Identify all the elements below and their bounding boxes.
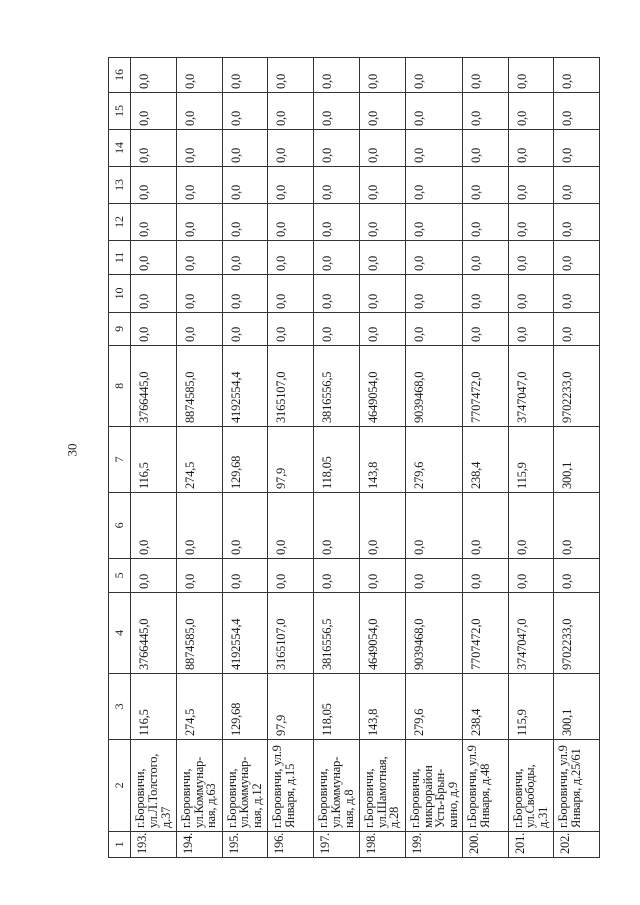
table-cell: 196. — [268, 832, 314, 858]
table-cell: 0,0 — [462, 130, 508, 167]
table-row — [131, 58, 177, 858]
table-cell: 0,0 — [359, 275, 405, 313]
table-cell: 0,0 — [405, 493, 462, 559]
table-cell: 0,0 — [508, 241, 554, 275]
table-cell: 0,0 — [405, 313, 462, 346]
table-cell: 279,6 — [405, 427, 462, 493]
table-cell: 3816556,5 — [314, 346, 360, 427]
table-cell: 0,0 — [222, 313, 268, 346]
table-cell: 143,8 — [359, 674, 405, 740]
table-cell: 0,0 — [508, 313, 554, 346]
header-cell-3: 3 — [109, 674, 131, 740]
table-cell: 115,9 — [508, 674, 554, 740]
table-cell: 7707472,0 — [462, 346, 508, 427]
table-cell: 0,0 — [314, 130, 360, 167]
table-cell: 0,0 — [176, 93, 222, 130]
header-cell-1: 1 — [109, 832, 131, 858]
table-cell: 0,0 — [508, 275, 554, 313]
table-cell: 0,0 — [314, 559, 360, 593]
table-row — [268, 58, 314, 858]
table-cell: 0,0 — [462, 93, 508, 130]
header-cell-10: 10 — [109, 275, 131, 313]
table-cell: 0,0 — [222, 167, 268, 204]
table-cell: 0,0 — [314, 204, 360, 241]
table-cell: 3165107,0 — [268, 593, 314, 674]
table-cell: 129,68 — [222, 427, 268, 493]
table-cell: 0,0 — [554, 204, 600, 241]
table-cell: 0,0 — [222, 93, 268, 130]
table-cell: 0,0 — [176, 559, 222, 593]
table-cell: 274,5 — [176, 674, 222, 740]
table-cell: 0,0 — [405, 204, 462, 241]
table-cell: 0,0 — [359, 241, 405, 275]
table-cell: 0,0 — [268, 93, 314, 130]
table-cell: 3747047,0 — [508, 593, 554, 674]
header-cell-2: 2 — [109, 740, 131, 832]
table-cell: 115,9 — [508, 427, 554, 493]
table-cell: 0,0 — [268, 241, 314, 275]
table-cell: 97,9 — [268, 674, 314, 740]
table-cell: г.Боровичи, микрорайон Усть-Брын-кино, д.9 — [405, 740, 462, 832]
table-cell: 7707472,0 — [462, 593, 508, 674]
table-cell: 0,0 — [131, 241, 177, 275]
header-cell-12: 12 — [109, 204, 131, 241]
table-cell: 9702233,0 — [554, 346, 600, 427]
table-cell: 0,0 — [268, 493, 314, 559]
table-cell: 0,0 — [405, 167, 462, 204]
table-cell: 4649054,0 — [359, 346, 405, 427]
table-cell: 0,0 — [554, 167, 600, 204]
table-cell: 0,0 — [359, 204, 405, 241]
table-row — [405, 58, 462, 858]
table-cell: 0,0 — [268, 559, 314, 593]
header-cell-15: 15 — [109, 93, 131, 130]
table-cell: 0,0 — [554, 130, 600, 167]
table-cell: 0,0 — [405, 58, 462, 93]
table-cell: 0,0 — [222, 58, 268, 93]
table-cell: 0,0 — [176, 241, 222, 275]
table-cell: 3165107,0 — [268, 346, 314, 427]
table-cell: г.Боровичи, ул.9 Января, д.48 — [462, 740, 508, 832]
table-row — [176, 58, 222, 858]
table-row — [462, 58, 508, 858]
table-cell: 0,0 — [131, 130, 177, 167]
table-cell: 3766445,0 — [131, 593, 177, 674]
table-cell: 0,0 — [314, 313, 360, 346]
table-cell: 0,0 — [131, 58, 177, 93]
table-cell: 0,0 — [176, 130, 222, 167]
table-cell: 0,0 — [268, 167, 314, 204]
table-cell: г.Боровичи, ул.9 Января, д.15 — [268, 740, 314, 832]
table-cell: г.Боровичи, ул.Коммунар-ная, д.63 — [176, 740, 222, 832]
header-cell-9: 9 — [109, 313, 131, 346]
header-cell-13: 13 — [109, 167, 131, 204]
table-cell: 0,0 — [508, 58, 554, 93]
table-cell: 0,0 — [314, 58, 360, 93]
header-cell-11: 11 — [109, 241, 131, 275]
table-cell: 0,0 — [359, 313, 405, 346]
table-cell: 0,0 — [462, 493, 508, 559]
table-cell: 0,0 — [314, 167, 360, 204]
table-cell: 0,0 — [176, 204, 222, 241]
table-cell: 0,0 — [176, 275, 222, 313]
table-cell: 0,0 — [359, 559, 405, 593]
buildings-register-table — [108, 57, 600, 858]
table-cell: 0,0 — [222, 130, 268, 167]
table-cell: 0,0 — [131, 167, 177, 204]
table-header-row — [109, 58, 131, 858]
table-cell: 0,0 — [131, 275, 177, 313]
table-cell: 116,5 — [131, 674, 177, 740]
table-cell: 0,0 — [268, 204, 314, 241]
header-cell-14: 14 — [109, 130, 131, 167]
table-body — [109, 58, 600, 858]
table-cell: 0,0 — [405, 275, 462, 313]
table-cell: 4649054,0 — [359, 593, 405, 674]
table-cell: 0,0 — [554, 493, 600, 559]
table-cell: 198. — [359, 832, 405, 858]
table-cell: 116,5 — [131, 427, 177, 493]
table-cell: 0,0 — [222, 559, 268, 593]
page-number — [60, 430, 84, 470]
table-cell: 279,6 — [405, 674, 462, 740]
table-cell: 0,0 — [508, 204, 554, 241]
table-row — [359, 58, 405, 858]
table-cell: 300,1 — [554, 427, 600, 493]
table-cell: 0,0 — [176, 313, 222, 346]
table-cell: 0,0 — [131, 313, 177, 346]
table-cell: 0,0 — [222, 493, 268, 559]
table-cell: 0,0 — [176, 493, 222, 559]
rotated-page-content — [108, 58, 588, 858]
table-cell: 238,4 — [462, 674, 508, 740]
table-cell: 0,0 — [508, 93, 554, 130]
table-cell: г.Боровичи, ул.Коммунар-ная, д.12 — [222, 740, 268, 832]
table-cell: 0,0 — [131, 204, 177, 241]
table-cell: 8874585,0 — [176, 346, 222, 427]
table-cell: 0,0 — [268, 58, 314, 93]
table-cell: 4192554,4 — [222, 346, 268, 427]
table-cell: 0,0 — [359, 130, 405, 167]
table-cell: 0,0 — [508, 493, 554, 559]
table-cell: 0,0 — [359, 93, 405, 130]
table-cell: 8874585,0 — [176, 593, 222, 674]
header-cell-5: 5 — [109, 559, 131, 593]
header-cell-8: 8 — [109, 346, 131, 427]
table-cell: 0,0 — [268, 130, 314, 167]
table-cell: 0,0 — [554, 275, 600, 313]
table-cell: 3747047,0 — [508, 346, 554, 427]
table-cell: 200. — [462, 832, 508, 858]
table-cell: 0,0 — [359, 167, 405, 204]
table-cell: 9702233,0 — [554, 593, 600, 674]
table-cell: 0,0 — [554, 559, 600, 593]
table-row — [508, 58, 554, 858]
table-cell: 0,0 — [462, 204, 508, 241]
table-cell: 0,0 — [554, 58, 600, 93]
table-cell: 0,0 — [462, 241, 508, 275]
table-cell: 238,4 — [462, 427, 508, 493]
header-cell-6: 6 — [109, 493, 131, 559]
table-cell: 0,0 — [554, 313, 600, 346]
table-cell: 0,0 — [314, 241, 360, 275]
table-cell: 274,5 — [176, 427, 222, 493]
table-cell: 0,0 — [359, 58, 405, 93]
table-cell: 129,68 — [222, 674, 268, 740]
table-row — [554, 58, 600, 858]
table-cell: 0,0 — [176, 167, 222, 204]
table-cell: 202. — [554, 832, 600, 858]
table-cell: 0,0 — [359, 493, 405, 559]
table-cell: 0,0 — [314, 275, 360, 313]
table-cell: 0,0 — [131, 93, 177, 130]
table-cell: 0,0 — [462, 58, 508, 93]
table-cell: 0,0 — [405, 93, 462, 130]
table-cell: 0,0 — [405, 130, 462, 167]
table-cell: 3766445,0 — [131, 346, 177, 427]
table-cell: 143,8 — [359, 427, 405, 493]
table-row — [222, 58, 268, 858]
table-cell: 0,0 — [405, 241, 462, 275]
table-cell: г.Боровичи, ул.9 Января, д.25/61 — [554, 740, 600, 832]
table-cell: г.Боровичи, ул.Л.Толстого, д.37 — [131, 740, 177, 832]
table-cell: г.Боровичи, ул.Шамотная, д.28 — [359, 740, 405, 832]
table-cell: 195. — [222, 832, 268, 858]
table-cell: 0,0 — [462, 275, 508, 313]
table-cell: 97,9 — [268, 427, 314, 493]
table-cell: 0,0 — [508, 167, 554, 204]
table-cell: г.Боровичи, ул.Свободы, д.31 — [508, 740, 554, 832]
page-number-text: 30 — [64, 443, 79, 457]
table-cell: 0,0 — [314, 93, 360, 130]
table-cell: 0,0 — [462, 313, 508, 346]
table-cell: 118,05 — [314, 674, 360, 740]
table-cell: 0,0 — [508, 130, 554, 167]
table-cell: 9039468,0 — [405, 593, 462, 674]
table-row — [314, 58, 360, 858]
table-cell: 0,0 — [222, 275, 268, 313]
table-cell: г.Боровичи, ул.Коммунар-ная, д.8 — [314, 740, 360, 832]
table-cell: 0,0 — [314, 493, 360, 559]
table-cell: 118,05 — [314, 427, 360, 493]
table-cell: 0,0 — [405, 559, 462, 593]
table-cell: 0,0 — [508, 559, 554, 593]
table-cell: 300,1 — [554, 674, 600, 740]
table-cell: 3816556,5 — [314, 593, 360, 674]
table-cell: 4192554,4 — [222, 593, 268, 674]
table-cell: 0,0 — [554, 241, 600, 275]
table-cell: 9039468,0 — [405, 346, 462, 427]
table-cell: 0,0 — [222, 204, 268, 241]
table-cell: 0,0 — [554, 93, 600, 130]
header-cell-4: 4 — [109, 593, 131, 674]
table-cell: 0,0 — [268, 275, 314, 313]
table-cell: 0,0 — [176, 58, 222, 93]
table-cell: 0,0 — [131, 559, 177, 593]
header-cell-16: 16 — [109, 58, 131, 93]
table-cell: 194. — [176, 832, 222, 858]
table-cell: 0,0 — [462, 559, 508, 593]
table-cell: 193. — [131, 832, 177, 858]
table-cell: 201. — [508, 832, 554, 858]
table-cell: 0,0 — [462, 167, 508, 204]
table-cell: 0,0 — [268, 313, 314, 346]
table-cell: 199. — [405, 832, 462, 858]
header-cell-7: 7 — [109, 427, 131, 493]
table-cell: 197. — [314, 832, 360, 858]
table-cell: 0,0 — [131, 493, 177, 559]
table-cell: 0,0 — [222, 241, 268, 275]
